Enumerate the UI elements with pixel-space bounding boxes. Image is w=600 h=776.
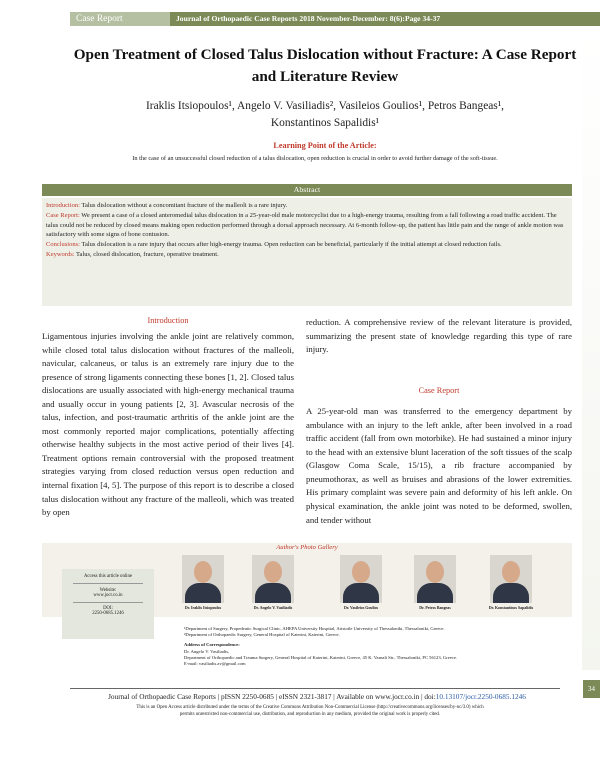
author-photo-card (244, 555, 302, 617)
correspondence-name: Dr. Angelo V. Vasiliadis, (184, 648, 230, 654)
page-number: 34 (583, 680, 600, 698)
abstract-keywords-text: Talus, closed dislocation, fracture, operative treatment. (74, 251, 219, 259)
case-report-heading: Case Report (418, 385, 460, 395)
authors-line-1: Iraklis Itsiopoulos¹, Angelo V. Vasiliadis², Vasileios Goulios¹, Petros Bangeas¹, (145, 100, 504, 112)
author-photo-card (482, 555, 540, 617)
right-column (306, 316, 572, 527)
authors-line-2: Konstantinos Sapalidis¹ (270, 117, 380, 129)
correspondence-title: Address of Correspondence: (184, 642, 240, 648)
author-photo-icon (252, 555, 294, 603)
side-decoration (582, 30, 600, 670)
author-photo-card (332, 555, 390, 617)
correspondence-email[interactable]: E-mail: vasiliadis.av@gmail.com (184, 661, 246, 667)
access-online-box (62, 569, 154, 639)
abstract-conclusion-text: Talus dislocation is a rare injury that occurs after high-energy trauma. Open reduction can be beneficial, particularly if the initial attempt at closed reduction fails. (79, 241, 502, 249)
affiliations (184, 626, 572, 667)
abstract-intro-text: Talus dislocation without a concomitant fracture of the malleoli is a rare injury. (79, 202, 288, 209)
abstract-case-report (46, 211, 568, 239)
abstract-body (42, 198, 572, 306)
license-statement (60, 704, 560, 718)
journal-header-bar (70, 12, 600, 26)
abstract-case-text: We present a case of a closed anteromedial talus dislocation in a 25-year-old male motorcyclist due to a high-energy trauma, resulting from a fall following a road traffic accident. The talus could not be reduced by closed means making open reduction performed through a dorsal approach necessary. At 6-month follow-up, the patient has little pain and the range of ankle motion was satisfactory with some signs of bone contusion. (46, 212, 564, 238)
website-link[interactable]: www.jocr.co.in (93, 592, 123, 598)
abstract-header: Abstract (42, 184, 572, 196)
author-list (90, 98, 560, 132)
learning-point-title: Learning Point of the Article: (273, 141, 377, 150)
abstract-intro-label: Introduction: (46, 202, 80, 209)
footer-citation (62, 692, 572, 701)
author-photo-card (174, 555, 232, 617)
abstract-conclusions (46, 240, 568, 249)
abstract-introduction (46, 201, 568, 210)
correspondence-address: Department of Orthopaedic and Trauma Surgery, General Hospital of Katerini, Katerini, Greece, 45 K. Varnali Str., Thessaloniki, PC 56123, Greece. (184, 654, 458, 660)
introduction-continued: reduction. A comprehensive review of the relevant literature is provided, summarizing the present state of knowledge regarding this type of rare injury. (306, 317, 572, 355)
abstract-keywords (46, 250, 568, 259)
case-report-text: A 25-year-old man was transferred to the emergency department by ambulance with an injury to the left ankle, after been involved in a road traffic accident (fall from own motorbike). He had sustained a minor injury to the head with an extensive blunt laceration of the soft tissues of the scalp (Glasgow Coma Scale, 15/15), a rib fracture accompanied by pneumothorax, as well as bruises and abrasions of the lower extremities. His primary complaint was severe pain and deformity of his left ankle. On physical examination, the ankle joint was noted to be deformed, swollen, and tender without (306, 406, 572, 525)
gallery-title: Author's Photo Gallery (276, 544, 338, 551)
author-photo-name: Dr. Iraklis Itsiopoulos (184, 606, 222, 610)
doi-value: 2250-0685.1246 (92, 611, 124, 616)
footer-doi-link[interactable]: 10.13107/jocr.2250-0685.1246 (435, 692, 526, 701)
author-photo-name: Dr. Konstantinos Sapalidis (488, 606, 534, 610)
footer-journal-info: Journal of Orthopaedic Case Reports | pISSN 2250-0685 | eISSN 2321-3817 | Available on www.jocr.co.in | doi: (108, 692, 436, 701)
author-photo-icon (340, 555, 382, 603)
introduction-heading: Introduction (147, 316, 189, 325)
abstract-case-label: Case Report: (46, 212, 80, 220)
author-photo-icon (182, 555, 224, 603)
license-line-1: This is an Open Access article distributed under the terms of the Creative Commons Attribution Non-Commercial License (http://creativecommons.org/licenses/by-nc/3.0) which (136, 705, 484, 710)
author-photo-icon (490, 555, 532, 603)
footer-divider (70, 688, 560, 689)
author-photo-card (406, 555, 464, 617)
affiliation-2: ²Department of Orthopaedic Surgery, General Hospital of Katerini, Katerini, Greece. (184, 632, 340, 638)
access-title: Access this article online (83, 574, 133, 579)
author-photo-name: Dr. Petros Bangeas (419, 606, 451, 610)
affiliation-1: ¹Department of Surgery, Propedeutic Surgical Clinic, AHEPA University Hospital, Aristotle University of Thessaloniki, Thessaloniki, Greece. (184, 626, 445, 631)
author-photo-name: Dr. Angelo V. Vasiliadis (253, 606, 293, 610)
doi-label: DOI: (103, 606, 113, 611)
author-photo-icon (414, 555, 456, 603)
author-photo-name: Dr. Vasileios Goulios (343, 606, 379, 610)
abstract-conclusion-label: Conclusions: (46, 241, 80, 249)
journal-citation-line: Journal of Orthopaedic Case Reports 2018 November-December: 8(6):Page 34-37 (170, 12, 600, 26)
learning-point-text: In the case of an unsuccessful closed reduction of a talus dislocation, open reduction is crucial in order to avoid further damage of the soft-tissue. (132, 155, 498, 162)
article-category: Case Report (70, 12, 170, 26)
website-label: Website: (99, 587, 117, 593)
abstract-keywords-label: Keywords: (46, 251, 75, 259)
license-line-2: permits unrestricted non-commercial use, distribution, and reproduction in any medium, provided the original work is properly cited. (179, 712, 441, 717)
introduction-text: Ligamentous injuries involving the ankle joint are relatively common, while closed total talus dislocation without fractures of the malleoli, navicular, calcaneus, or talus is an extremely rare injury due to the presence of strong ligaments connecting these bones [1, 2]. Closed talus dislocations are usually associated with high-energy mechanical trauma and usually occur in young patients [2, 3]. Avascular necrosis of the talus, infection, and post-traumatic arthritis of the ankle joint are the most commonly reported major complications, potentially affecting otherwise healthy subjects in the most active period of their lives [4]. Treatment options remain controversial with the proposed treatment strategies varying from closed reduction versus open reduction and internal fixation [4, 5]. The purpose of this report is to describe a closed talus dislocation without any fracture of the malleoli, which was treated by open (42, 331, 294, 518)
article-title: Open Treatment of Closed Talus Dislocation without Fracture: A Case Report and Literature Review (73, 46, 577, 85)
